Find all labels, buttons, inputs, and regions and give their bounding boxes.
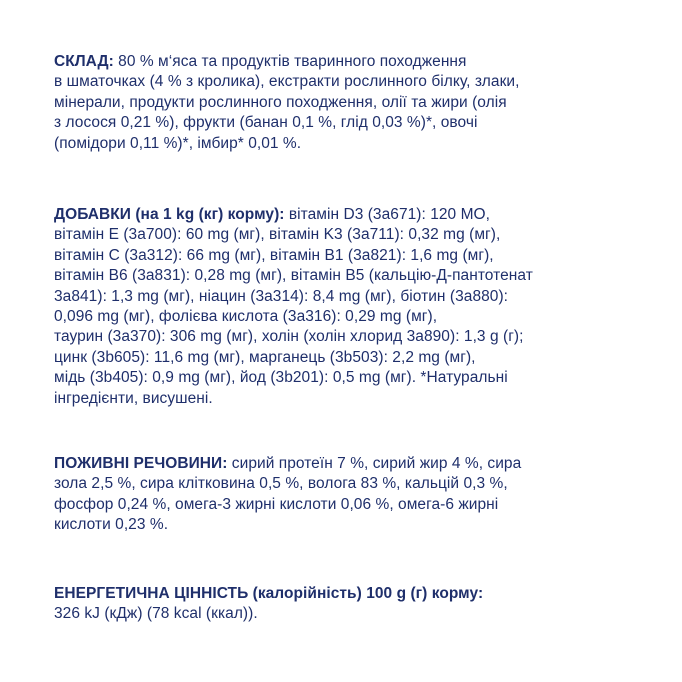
composition-label: СКЛАД: xyxy=(54,53,114,70)
additives-section xyxy=(54,205,634,409)
composition-line-2: в шматочках (4 % з кролика), екстракти рослинного білку, злаки, xyxy=(54,73,520,91)
additives-line-7: таурин (3a370): 306 mg (мг), холін (холін хлорид 3a890): 1,3 g (г); xyxy=(54,328,524,346)
additives-line-5: 3a841): 1,3 mg (мг), ніацин (3a314): 8,4 mg (мг), біотин (3a880): xyxy=(54,287,509,305)
additives-label: ДОБАВКИ (на 1 kg (кг) корму): xyxy=(54,206,285,223)
composition-line-5: (помідори 0,11 %)*, імбир* 0,01 %. xyxy=(54,134,302,152)
energy-line-2: 326 kJ (кДж) (78 kcal (ккал)). xyxy=(54,605,258,623)
nutrients-text: сирий протеїн 7 %, сирий жир 4 %, сира xyxy=(227,455,522,472)
additives-text: вітамін D3 (3а671): 120 МО, xyxy=(284,206,490,223)
additives-line-8: цинк (3b605): 11,6 mg (мг), марганець (3b503): 2,2 mg (мг), xyxy=(54,348,476,366)
nutrients-section xyxy=(54,454,634,536)
nutrients-line-4: кислоти 0,23 %. xyxy=(54,516,169,534)
composition-line-4: з лосося 0,21 %), фрукти (банан 0,1 %, глід 0,03 %)*, овочі xyxy=(54,114,478,132)
additives-line-3: вітамін C (3a312): 66 mg (мг), вітамін B1 (3a821): 1,6 mg (мг), xyxy=(54,246,494,264)
composition-line-3: мінерали, продукти рослинного походження, олії та жири (олія xyxy=(54,93,507,111)
energy-section xyxy=(54,584,634,625)
energy-line-1 xyxy=(54,584,634,604)
composition-section xyxy=(54,52,634,154)
nutrients-line-1 xyxy=(54,454,634,474)
energy-label: ЕНЕРГЕТИЧНА ЦІННІСТЬ (калорійність) 100 g (г) корму: xyxy=(54,585,484,602)
additives-line-1 xyxy=(54,205,634,225)
additives-line-4: вітамін B6 (3a831): 0,28 mg (мг), вітамін B5 (кальцію-Д-пантотенат xyxy=(54,267,533,285)
additives-line-2: вітамін E (3a700): 60 mg (мг), вітамін K3 (3a711): 0,32 mg (мг), xyxy=(54,226,501,244)
additives-line-10: інгредієнти, висушені. xyxy=(54,389,213,407)
nutrients-line-2: зола 2,5 %, сира клітковина 0,5 %, волога 83 %, кальцій 0,3 %, xyxy=(54,475,508,493)
nutrients-line-3: фосфор 0,24 %, омега-3 жирні кислоти 0,06 %, омега-6 жирні xyxy=(54,495,499,513)
composition-text: 80 % м‘яса та продуктів тваринного походження xyxy=(113,53,467,70)
composition-line-1 xyxy=(54,52,634,72)
nutrients-label: ПОЖИВНІ РЕЧОВИНИ: xyxy=(54,455,228,472)
additives-line-6: 0,096 mg (мг), фолієва кислота (3a316): 0,29 mg (мг), xyxy=(54,308,438,326)
additives-line-9: мідь (3b405): 0,9 mg (мг), йод (3b201): 0,5 mg (мг). *Натуральні xyxy=(54,369,508,387)
